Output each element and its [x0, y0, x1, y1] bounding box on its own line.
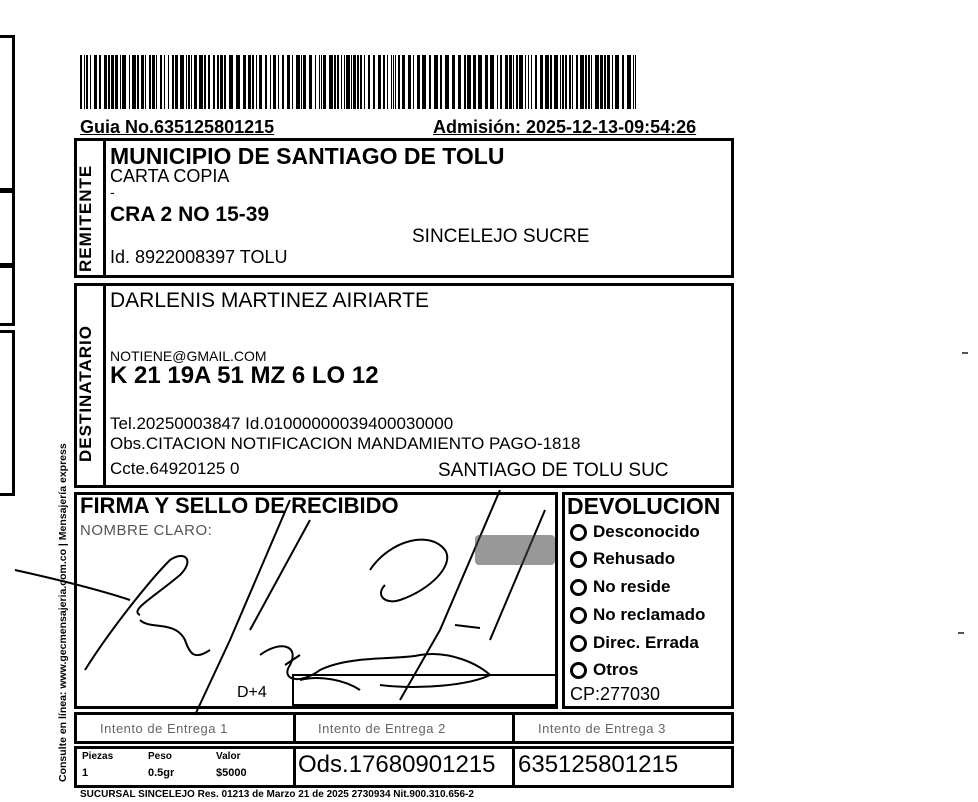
- destinatario-email: NOTIENE@GMAIL.COM: [110, 348, 267, 364]
- intento-entrega-2: Intento de Entrega 2: [318, 721, 446, 736]
- radio-circle-icon: [570, 551, 587, 568]
- guia-number: Guia No.635125801215: [80, 117, 275, 137]
- radio-circle-icon: [570, 579, 587, 596]
- valor-value: $5000: [216, 767, 247, 779]
- remitente-address: CRA 2 NO 15-39: [110, 203, 270, 226]
- barcode: [80, 55, 640, 109]
- intento-entrega-1: Intento de Entrega 1: [100, 721, 228, 736]
- destinatario-city: SANTIAGO DE TOLU SUC: [438, 460, 669, 481]
- remitente-label: REMITENTE: [76, 164, 95, 272]
- guia-number-bottom: 635125801215: [518, 751, 679, 778]
- radio-circle-icon: [570, 635, 587, 652]
- edge-mark: [958, 632, 964, 634]
- destinatario-address: K 21 19A 51 MZ 6 LO 12: [110, 362, 379, 389]
- vertical-website-text: Consulte en línea: www.gecmensajeria.com.co | Mensajería express: [57, 443, 69, 782]
- destinatario-tel: Tel.20250003847 Id.01000000039400030000: [110, 414, 454, 433]
- codigo-postal: CP:277030: [570, 684, 661, 704]
- remitente-city: SINCELEJO SUCRE: [412, 226, 590, 247]
- valor-label: Valor: [216, 751, 241, 762]
- destinatario-name: DARLENIS MARTINEZ AIRIARTE: [110, 289, 429, 312]
- destinatario-obs: Obs.CITACION NOTIFICACION MANDAMIENTO PAGO-1818: [110, 434, 581, 453]
- peso-value: 0.5gr: [148, 767, 175, 779]
- destinatario-ccte: Ccte.64920125 0: [110, 459, 240, 478]
- radio-circle-icon: [570, 662, 587, 679]
- remitente-line2: CARTA COPIA: [110, 166, 230, 186]
- remitente-name: MUNICIPIO DE SANTIAGO DE TOLU: [110, 143, 505, 169]
- firma-title: FIRMA Y SELLO DE RECIBIDO: [80, 493, 399, 518]
- radio-circle-icon: [570, 607, 587, 624]
- footer-text: SUCURSAL SINCELEJO Res. 01213 de Marzo 21 de 2025 2730934 Nit.900.310.656-2: [80, 789, 474, 800]
- devolucion-title: DEVOLUCION: [567, 493, 721, 519]
- ods-number: Ods.17680901215: [298, 751, 496, 778]
- remitente-id: Id. 8922008397 TOLU: [110, 247, 288, 267]
- destinatario-label: DESTINATARIO: [76, 325, 95, 462]
- devolucion-option-direc-errada[interactable]: Direc. Errada: [570, 633, 699, 653]
- remitente-dash: -: [110, 184, 115, 200]
- piezas-value: 1: [82, 767, 89, 779]
- edge-mark: [962, 352, 968, 354]
- d4-label: D+4: [237, 684, 267, 701]
- admision-date: Admisión: 2025-12-13-09:54:26: [433, 117, 697, 137]
- devolucion-option-no-reclamado[interactable]: No reclamado: [570, 605, 705, 625]
- devolucion-option-no-reside[interactable]: No reside: [570, 577, 670, 597]
- devolucion-option-rehusado[interactable]: Rehusado: [570, 549, 675, 569]
- devolucion-option-desconocido[interactable]: Desconocido: [570, 522, 700, 542]
- nombre-claro-label: NOMBRE CLARO:: [80, 522, 213, 539]
- piezas-label: Piezas: [82, 751, 114, 762]
- devolucion-option-otros[interactable]: Otros: [570, 660, 638, 680]
- peso-label: Peso: [148, 751, 172, 762]
- intento-entrega-3: Intento de Entrega 3: [538, 721, 666, 736]
- radio-circle-icon: [570, 524, 587, 541]
